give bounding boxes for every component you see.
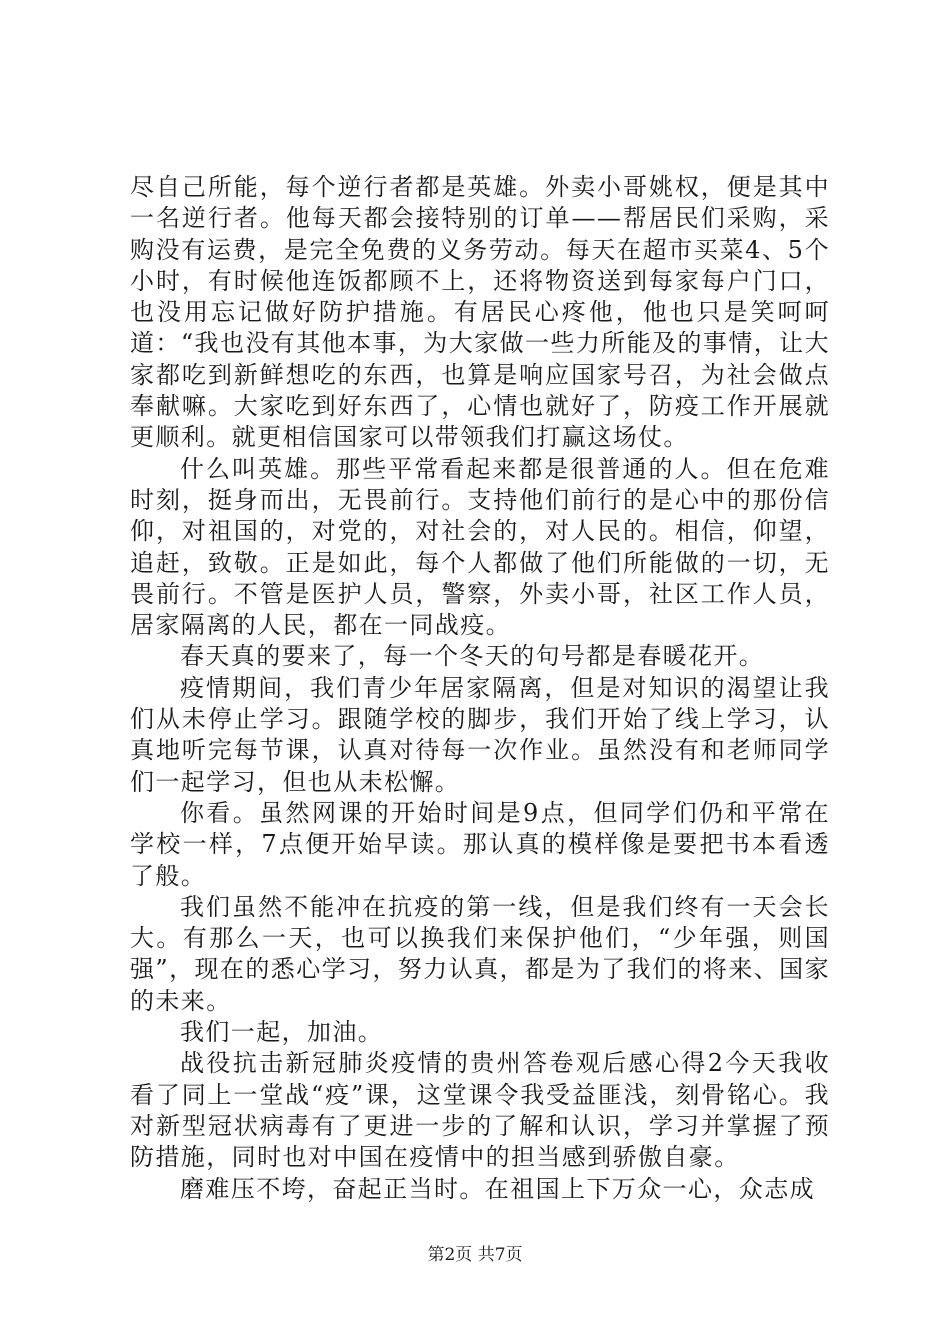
paragraph-4: 疫情期间，我们青少年居家隔离，但是对知识的渴望让我们从未停止学习。跟随学校的脚步，我们开始了线上学习，认真地听完每节课，认真对待每一次作业。虽然没有和老师同学们一起学习，但也从未松懈。: [130, 673, 830, 796]
paragraph-3: 春天真的要来了，每一个冬天的句号都是春暖花开。: [180, 642, 765, 671]
paragraph-5: 你看。虽然网课的开始时间是9点，但同学们仍和平常在学校一样，7点便开始早读。那认真的模样像是要把书本看透了般。: [130, 798, 830, 890]
document-body: [130, 172, 830, 1205]
page-number-footer: 第2页 共7页: [427, 1245, 523, 1265]
paragraph-6: 我们虽然不能冲在抗疫的第一线，但是我们终有一天会长大。有那么一天，也可以换我们来保护他们，“少年强，则国强”，现在的悉心学习，努力认真，都是为了我们的将来、国家的未来。: [130, 892, 830, 1015]
paragraph-8: 战役抗击新冠肺炎疫情的贵州答卷观后感心得2今天我收看了同上一堂战“疫”课，这堂课令我受益匪浅，刻骨铭心。我对新型冠状病毒有了更进一步的了解和认识，学习并掌握了预防措施，同时也对中国在疫情中的担当感到骄傲自豪。: [130, 1049, 830, 1172]
paragraph-9: 磨难压不垮，奋起正当时。在祖国上下万众一心，众志成: [180, 1174, 815, 1203]
paragraph-7: 我们一起，加油。: [180, 1018, 384, 1047]
paragraph-1: 尽自己所能，每个逆行者都是英雄。外卖小哥姚权，便是其中一名逆行者。他每天都会接特别的订单——帮居民们采购，采购没有运费，是完全免费的义务劳动。每天在超市买菜4、5个小时，有时候他连饭都顾不上，还将物资送到每家每户门口，也没用忘记做好防护措施。有居民心疼他，他也只是笑呵呵道：“我也没有其他本事，为大家做一些力所能及的事情，让大家都吃到新鲜想吃的东西，也算是响应国家号召，为社会做点奉献嘛。大家吃到好东西了，心情也就好了，防疫工作开展就更顺利。就更相信国家可以带领我们打赢这场仗。: [130, 173, 830, 452]
paragraph-2: 什么叫英雄。那些平常看起来都是很普通的人。但在危难时刻，挺身而出，无畏前行。支持他们前行的是心中的那份信仰，对祖国的，对党的，对社会的，对人民的。相信，仰望，追赶，致敬。正是如此，每个人都做了他们所能做的一切，无畏前行。不管是医护人员，警察，外卖小哥，社区工作人员，居家隔离的人民，都在一同战疫。: [130, 454, 830, 640]
